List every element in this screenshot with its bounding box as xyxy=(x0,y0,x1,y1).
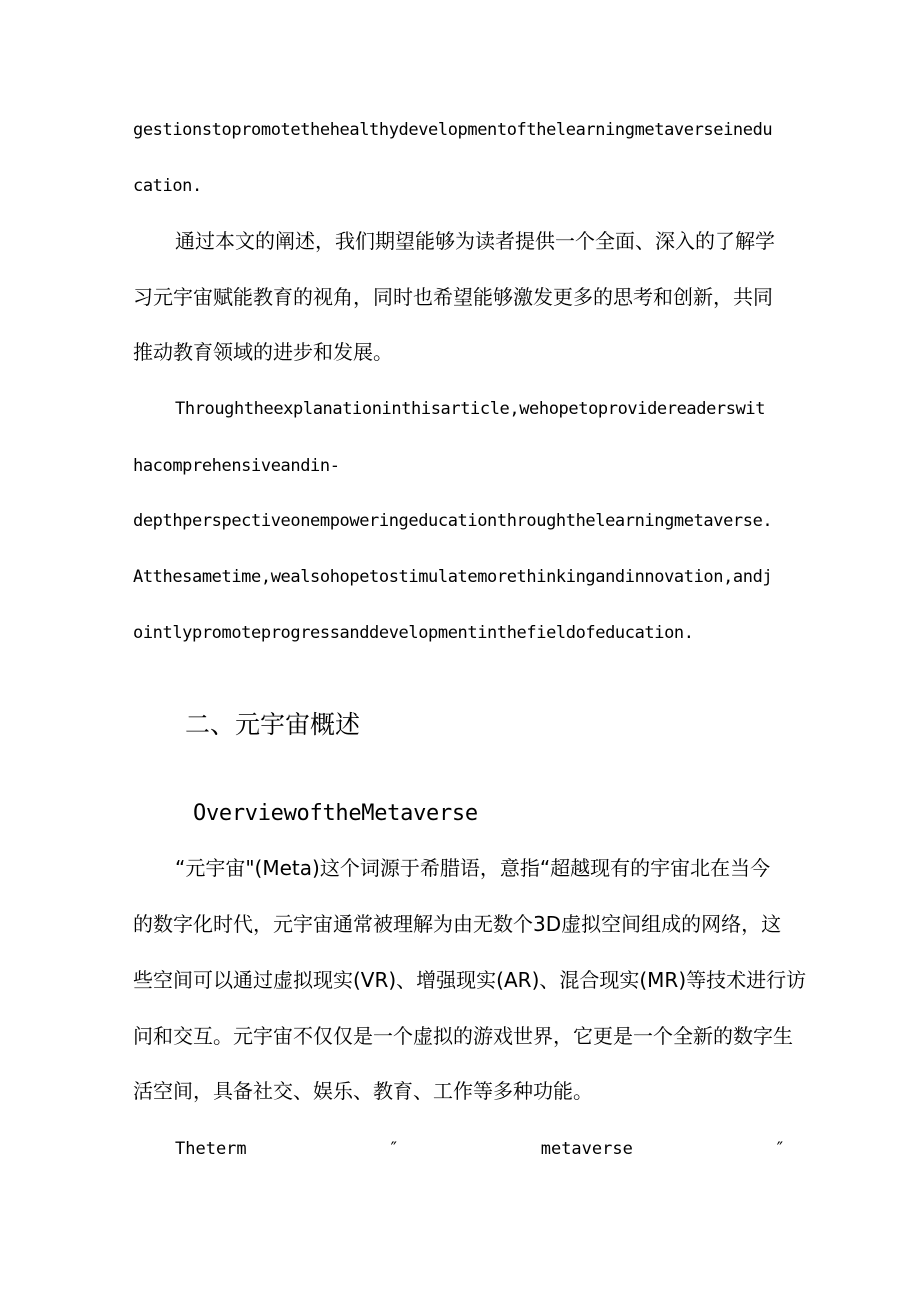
paragraph-line: ointlypromoteprogressanddevelopmentinthefieldofeducation. xyxy=(133,623,694,643)
paragraph-line: Throughtheexplanationinthisarticle,wehopetoprovidereaderswit xyxy=(175,399,766,419)
paragraph-line: “元宇宙"(Meta)这个词源于希腊语，意指“超越现有的宇宙北在当今 xyxy=(175,856,771,880)
section-subheading: OverviewoftheMetaverse xyxy=(193,801,478,826)
paragraph-line: 通过本文的阐述，我们期望能够为读者提供一个全面、深入的了解学 xyxy=(175,229,775,253)
word: metaverse xyxy=(540,1139,633,1159)
paragraph-line: Atthesametime,wealsohopetostimulatemorethinkingandinnovation,andj xyxy=(133,567,773,587)
paragraph-line: 推动教育领域的进步和发展。 xyxy=(133,340,393,364)
word: ″ xyxy=(388,1139,399,1159)
paragraph-line: gestionstopromotethehealthydevelopmentofthelearningmetaverseinedu xyxy=(133,120,773,140)
paragraph-line: hacomprehensiveandin- xyxy=(133,456,340,476)
paragraph-line: 活空间，具备社交、娱乐、教育、工作等多种功能。 xyxy=(133,1079,593,1103)
paragraph-line: 习元宇宙赋能教育的视角，同时也希望能够激发更多的思考和创新，共同 xyxy=(133,285,773,309)
paragraph-line: 些空间可以通过虚拟现实(VR)、增强现实(AR)、混合现实(MR)等技术进行访 xyxy=(133,968,807,992)
paragraph-line: 的数字化时代，元宇宙通常被理解为由无数个3D虚拟空间组成的网络，这 xyxy=(133,912,782,936)
section-heading: 二、元宇宙概述 xyxy=(185,710,361,739)
paragraph-line: depthperspectiveonempoweringeducationthroughthelearningmetaverse. xyxy=(133,511,773,531)
paragraph-line: cation. xyxy=(133,176,202,196)
word: Theterm xyxy=(175,1139,247,1159)
paragraph-line: 问和交互。元宇宙不仅仅是一个虚拟的游戏世界，它更是一个全新的数字生 xyxy=(133,1024,793,1048)
paragraph-line-justified xyxy=(175,1141,785,1158)
word: ″ xyxy=(774,1139,785,1159)
